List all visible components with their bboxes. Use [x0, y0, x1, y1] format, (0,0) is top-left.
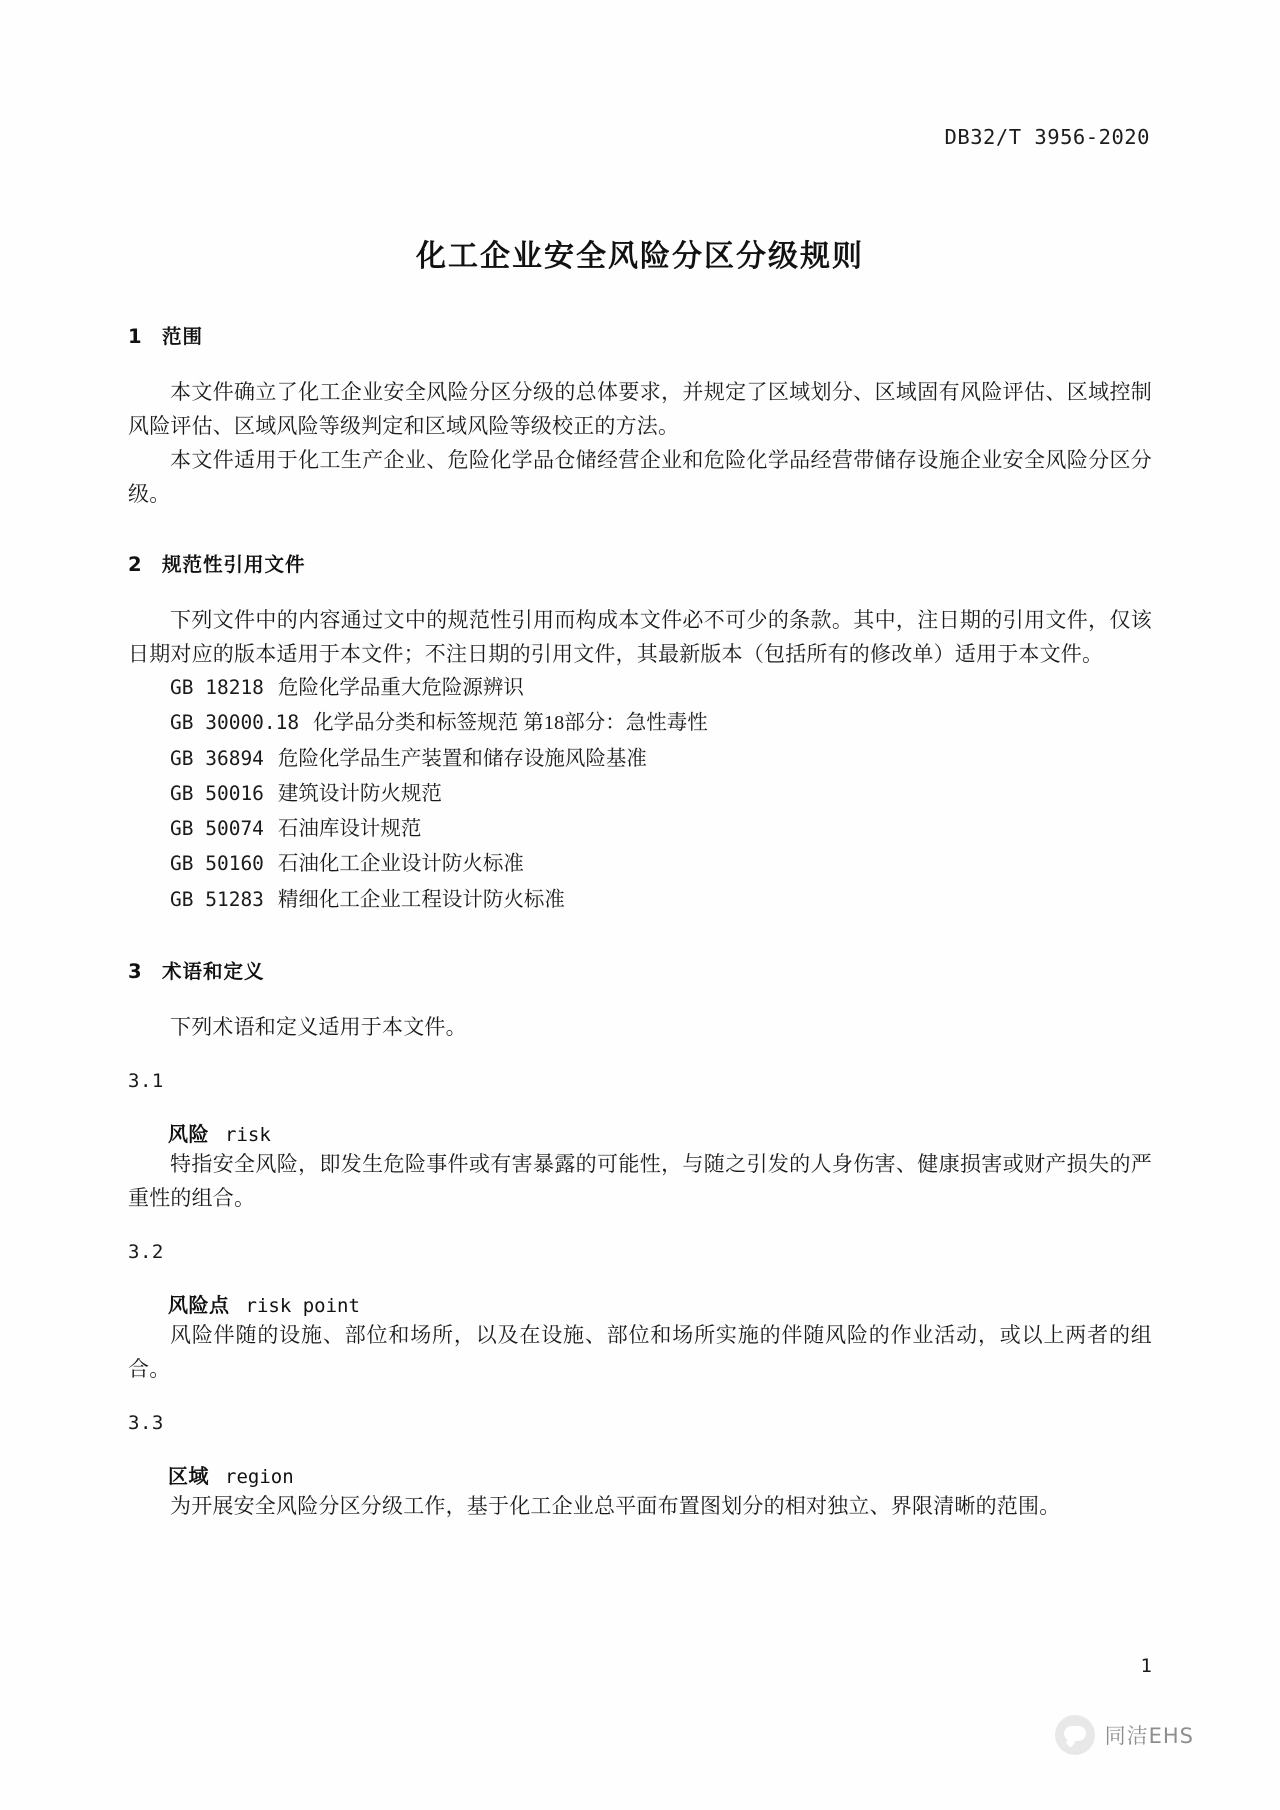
term-en-3-1: risk	[225, 1123, 271, 1146]
reference-item	[170, 671, 1152, 706]
reference-code: GB 18218	[170, 676, 264, 700]
reference-code: GB 30000.18	[170, 711, 300, 735]
term-definition-3-2: 风险伴随的设施、部位和场所，以及在设施、部位和场所实施的伴随风险的作业活动，或以上两者的组合。	[128, 1322, 1152, 1381]
reference-item	[170, 847, 1152, 882]
reference-code: GB 50016	[170, 781, 264, 805]
watermark	[1055, 1715, 1194, 1755]
term-title-3-3	[168, 1460, 1152, 1489]
page-number: 1	[1140, 1655, 1152, 1677]
reference-code: GB 50074	[170, 817, 264, 841]
term-number-3-3: 3.3	[128, 1411, 164, 1434]
section-heading-1	[128, 321, 1152, 349]
reference-name: 危险化学品生产装置和储存设施风险基准	[277, 747, 647, 770]
term-title-3-1	[168, 1118, 1152, 1147]
reference-code: GB 36894	[170, 746, 264, 770]
term-definition-3-1: 特指安全风险，即发生危险事件或有害暴露的可能性，与随之引发的人身伤害、健康损害或财产损失的严重性的组合。	[128, 1151, 1152, 1210]
section-title-3: 术语和定义	[162, 959, 265, 983]
reference-code: GB 50160	[170, 852, 264, 876]
reference-item	[170, 706, 1152, 741]
term-en-3-2: risk point	[245, 1294, 360, 1317]
section-number-1: 1	[128, 325, 143, 348]
term-title-3-2	[168, 1289, 1152, 1318]
section-title-2: 规范性引用文件	[162, 553, 306, 577]
reference-name: 精细化工企业工程设计防火标准	[277, 888, 565, 911]
term-cn-3-3: 区域	[168, 1463, 209, 1488]
standard-code-header: DB32/T 3956-2020	[944, 125, 1150, 149]
section-2-paragraph-1: 下列文件中的内容通过文中的规范性引用而构成本文件必不可少的条款。其中，注日期的引用文件，仅该日期对应的版本适用于本文件；不注日期的引用文件，其最新版本（包括所有的修改单）适用于本文件。	[128, 608, 1152, 667]
section-number-2: 2	[128, 553, 143, 577]
section-heading-3	[128, 956, 1152, 984]
term-number-3-2: 3.2	[128, 1240, 164, 1263]
reference-item	[170, 777, 1152, 812]
term-number-3-1: 3.1	[128, 1069, 164, 1092]
term-cn-3-1: 风险	[168, 1121, 209, 1146]
section-3-paragraph-1: 下列术语和定义适用于本文件。	[170, 1014, 467, 1039]
section-1-paragraph-2: 本文件适用于化工生产企业、危险化学品仓储经营企业和危险化学品经营带储存设施企业安全风险分区分级。	[128, 448, 1152, 507]
term-en-3-3: region	[225, 1465, 294, 1488]
watermark-logo-icon	[1055, 1715, 1095, 1755]
reference-name: 危险化学品重大危险源辨识	[277, 677, 524, 700]
reference-name: 石油库设计规范	[277, 818, 422, 841]
reference-name: 石油化工企业设计防火标准	[277, 853, 524, 876]
section-number-3: 3	[128, 959, 143, 983]
reference-item	[170, 883, 1152, 918]
term-definition-3-3: 为开展安全风险分区分级工作，基于化工企业总平面布置图划分的相对独立、界限清晰的范围。	[170, 1493, 1061, 1518]
reference-item	[170, 812, 1152, 847]
section-heading-2	[128, 549, 1152, 577]
term-cn-3-2: 风险点	[168, 1292, 230, 1317]
section-title-1: 范围	[162, 325, 204, 348]
reference-code: GB 51283	[170, 887, 264, 911]
reference-name: 化学品分类和标签规范 第18部分：急性毒性	[313, 712, 708, 735]
normative-references-list	[128, 671, 1152, 918]
page-title: 化工企业安全风险分区分级规则	[416, 239, 864, 274]
section-1-paragraph-1: 本文件确立了化工企业安全风险分区分级的总体要求，并规定了区域划分、区域固有风险评估、区域控制风险评估、区域风险等级判定和区域风险等级校正的方法。	[128, 380, 1152, 439]
page-content	[128, 125, 1152, 1523]
reference-item	[170, 742, 1152, 777]
watermark-label: 同洁EHS	[1104, 1724, 1194, 1748]
reference-name: 建筑设计防火规范	[277, 782, 442, 805]
